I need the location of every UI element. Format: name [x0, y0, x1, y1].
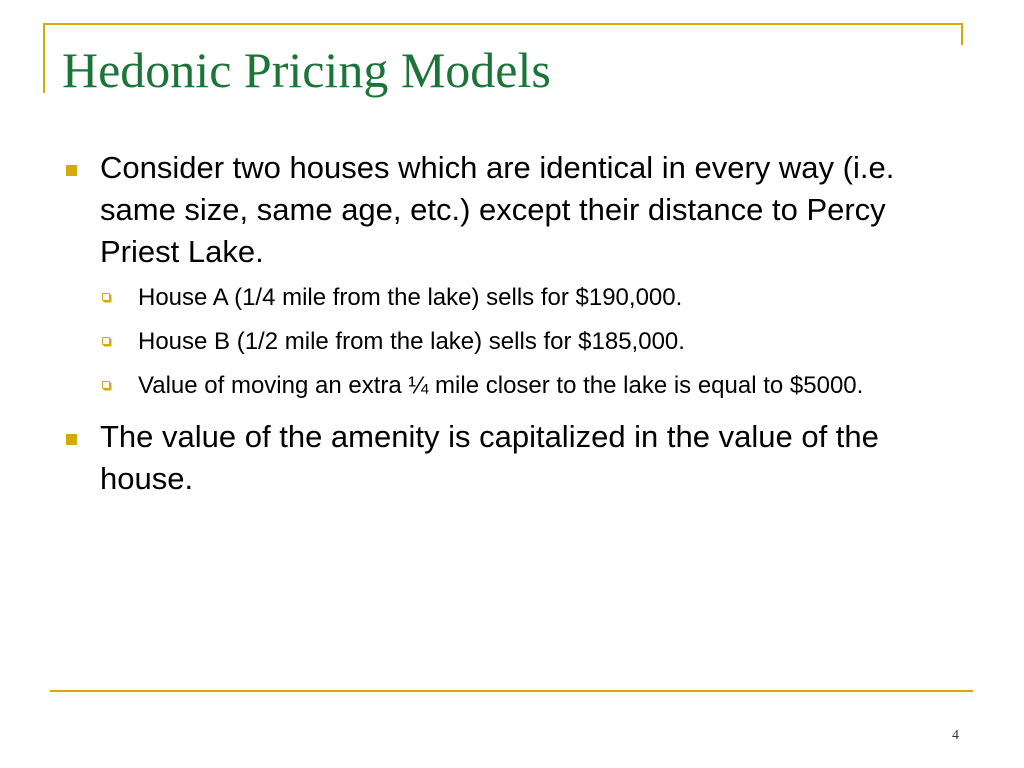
bottom-border-line: [50, 690, 973, 692]
sub-bullet-item: [62, 323, 962, 360]
square-bullet-icon: [66, 434, 77, 445]
page-number: 4: [952, 728, 959, 743]
slide-title: Hedonic Pricing Models: [62, 42, 551, 98]
sub-bullet-item: [62, 279, 962, 316]
left-border-line: [43, 23, 45, 93]
bullet-text: The value of the amenity is capitalized in the value of the house.: [100, 419, 879, 496]
sub-bullet-text: House A (1/4 mile from the lake) sells for $190,000.: [138, 284, 683, 311]
checkbox-bullet-icon: [102, 337, 110, 345]
top-border-line: [43, 23, 963, 25]
sub-bullet-text: Value of moving an extra ¼ mile closer to the lake is equal to $5000.: [138, 372, 864, 399]
slide-content: [62, 147, 962, 500]
sub-bullet-list: [62, 279, 962, 404]
checkbox-bullet-icon: [102, 381, 110, 389]
checkbox-bullet-icon: [102, 293, 110, 301]
bullet-item: [62, 147, 962, 404]
sub-bullet-text: House B (1/2 mile from the lake) sells for $185,000.: [138, 328, 685, 355]
sub-bullet-item: [62, 367, 962, 404]
bullet-text: Consider two houses which are identical in every way (i.e. same size, same age, etc.) except their distance to Percy Priest Lake.: [100, 150, 895, 269]
bullet-item: [62, 416, 962, 500]
square-bullet-icon: [66, 165, 77, 176]
right-border-tick: [961, 23, 963, 45]
